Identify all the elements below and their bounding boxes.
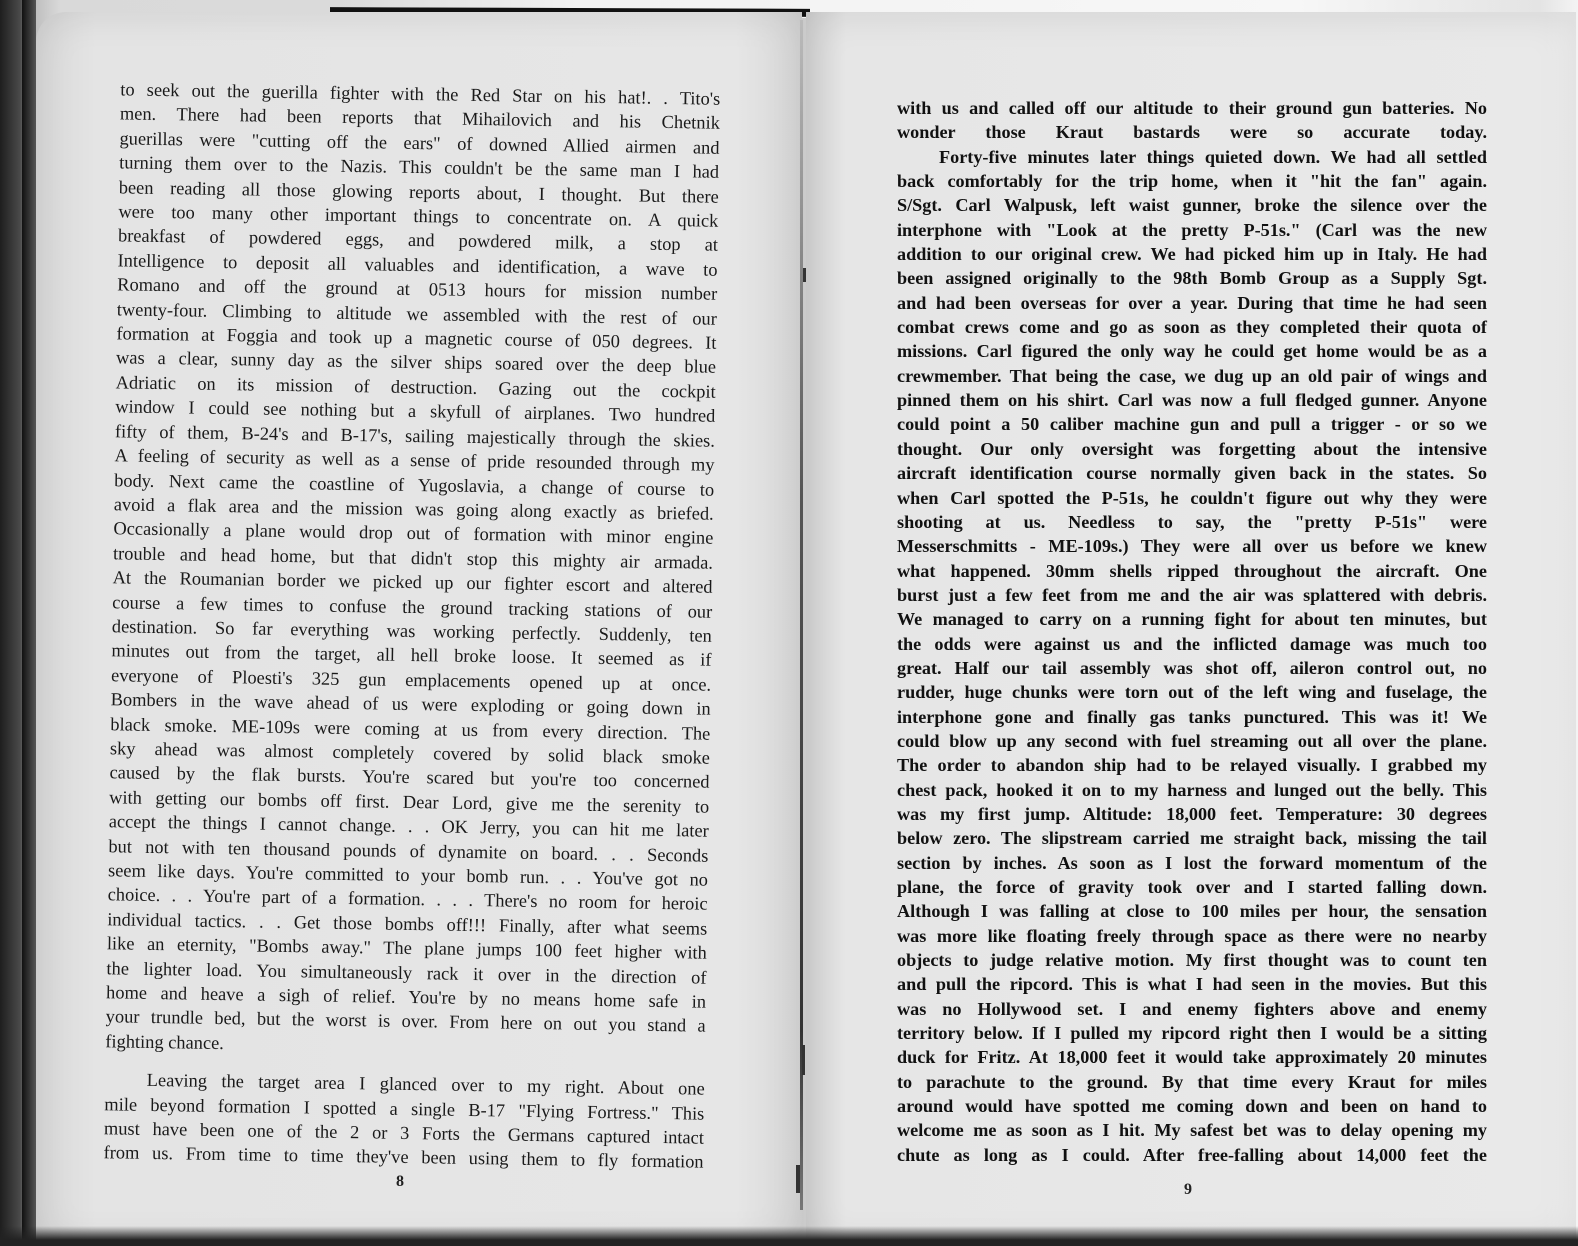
text-line: avoid a flak area and the mission was going along exactly as briefed. <box>113 494 714 524</box>
text-line: minutes out from the target, all hell broke loose. It seemed as if <box>111 640 712 671</box>
text-line: around would have spotted me coming down and been on hand to <box>897 1096 1487 1117</box>
text-line: were too many other important things to concentrate on. A quick <box>118 201 719 231</box>
text-line: turning them over to the Nazis. This couldn't be the same man I had <box>119 152 720 182</box>
text-line: black smoke. ME-109s were coming at us from every direction. The <box>110 713 711 744</box>
text-line: to seek out the guerilla fighter with the Red Star on his hat!. . Tito's <box>120 79 721 109</box>
text-line: interphone with "Look at the pretty P-51s." (Carl was the new <box>897 219 1487 240</box>
text-line: the odds were against us and the inflicted damage was much too <box>897 633 1487 654</box>
text-line: from us. From time to time they've been using them to fly formation <box>103 1142 704 1173</box>
text-line: guerillas were "cutting off the ears" of downed Allied airmen and <box>119 128 720 158</box>
text-line: was a clear, sunny day as the silver ships soared over the deep blue <box>115 347 717 378</box>
text-line: back comfortably for the trip home, when it "hit the fan" again. <box>897 171 1487 192</box>
text-line: breakfast of powdered eggs, and powdered milk, a stop at <box>117 225 719 256</box>
text-line: S/Sgt. Carl Walpusk, left waist gunner, broke the silence over the <box>897 195 1487 216</box>
text-line: Romano and off the ground at 0513 hours for mission number <box>117 274 718 305</box>
page-number-left: 8 <box>396 1173 404 1190</box>
text-line: was no Hollywood set. I and enemy fighters above and enemy <box>897 998 1487 1019</box>
left-paragraph-1 <box>105 77 720 1063</box>
text-line: with getting our bombs off first. Dear Lord, give me the serenity to <box>109 787 710 817</box>
text-line: Intelligence to deposit all valuables and identification, a wave to <box>117 250 718 280</box>
text-line: Although I was falling at close to 100 miles per hour, the sensation <box>897 901 1487 922</box>
text-line: course a few times to confuse the ground tracking stations of our <box>112 591 713 622</box>
book-spine <box>800 20 803 1210</box>
text-line: crewmember. That being the case, we dug up an old pair of wings and <box>897 365 1487 386</box>
text-line: welcome me as soon as I hit. My safest bet was to delay opening my <box>897 1120 1487 1141</box>
text-line: We managed to carry on a running fight for about ten minutes, but <box>897 609 1487 630</box>
text-line: trouble and head home, but that didn't stop this mighty air armada. <box>112 543 714 573</box>
text-line: A feeling of security as well as a sense of pride resounded through my <box>114 445 715 475</box>
text-line: the lighter load. You simultaneously rack it over in the direction of <box>106 957 707 988</box>
text-line: section by inches. As soon as I lost the forward momentum of the <box>897 852 1487 873</box>
text-line: fifty of them, B-24's and B-17's, sailing majestically through the skies. <box>114 420 716 451</box>
text-line: and had been overseas for over a year. During that time he had seen <box>897 292 1487 313</box>
text-line: plane, the force of gravity took over and I started falling down. <box>897 877 1487 897</box>
text-line: and pull the ripcord. This is what I had seen in the movies. But this <box>897 974 1487 995</box>
text-line: could blow up any second with fuel streaming out all over the plane. <box>897 730 1487 751</box>
left-paragraph-2 <box>103 1067 704 1174</box>
binding-mark <box>803 268 806 282</box>
text-line: shooting at us. Needless to say, the "pretty P-51s" were <box>897 511 1487 532</box>
right-page-text <box>897 96 1487 1167</box>
text-line: was more like floating freely through space as there were no nearby <box>897 925 1487 946</box>
text-line: pinned them on his shirt. Carl was now a full fledged gunner. Anyone <box>897 390 1487 411</box>
binding-edge <box>22 0 36 1246</box>
text-line: been reading all those glowing reports about, I thought. But there <box>118 176 719 207</box>
text-line: Forty-five minutes later things quieted down. We had all settled <box>939 146 1487 167</box>
text-line: your trundle bed, but the worst is over. From here on out you stand a <box>105 1006 706 1037</box>
binding-mark <box>796 1165 800 1193</box>
text-line: men. There had been reports that Mihailovich and his Chetnik <box>119 103 721 134</box>
text-line: like an eternity, "Bombs away." The plane jumps 100 feet higher with <box>106 933 707 963</box>
text-line: twenty-four. Climbing to altitude we assembled with the rest of our <box>116 298 717 329</box>
text-line: choice. . . You're part of a formation. . . . There's no room for heroic <box>107 884 708 915</box>
right-paragraph-1 <box>897 96 1487 145</box>
text-line: body. Next came the coastline of Yugoslavia, a change of course to <box>114 469 715 500</box>
text-line: great. Half our tail assembly was shot off, aileron control out, no <box>897 657 1487 678</box>
right-paragraph-2 <box>897 145 1487 1167</box>
text-line: been assigned originally to the 98th Bomb Group as a Supply Sgt. <box>897 268 1487 289</box>
binding-mark <box>802 1045 805 1075</box>
text-line: caused by the flak bursts. You're scared but you're too concerned <box>109 762 710 793</box>
text-line: thought. Our only oversight was forgetting about the intensive <box>897 438 1487 459</box>
text-line: was my first jump. Altitude: 18,000 feet. Temperature: 30 degrees <box>897 803 1487 824</box>
text-line: fighting chance. <box>105 1031 225 1053</box>
text-line: Messerschmitts - ME-109s.) They were all over us before we knew <box>897 536 1487 557</box>
text-line: but not with ten thousand pounds of dynamite on board. . . Seconds <box>108 835 709 866</box>
text-line: mile beyond formation I spotted a single B-17 "Flying Fortress." This <box>104 1093 705 1124</box>
text-line: aircraft identification course normally given back in the states. So <box>897 463 1487 484</box>
text-line: chest pack, hooked it on to my harness and lunged out the belly. This <box>897 779 1487 800</box>
text-line: everyone of Ploesti's 325 gun emplacements opened up at once. <box>110 665 712 695</box>
text-line: burst just a few feet from me and the air was splattered with debris. <box>897 584 1487 605</box>
text-line: combat crews come and go as soon as they completed their quota of <box>897 317 1487 338</box>
text-line: individual tactics. . . Get those bombs off!!! Finally, after what seems <box>107 909 708 939</box>
text-line: could point a 50 caliber machine gun and pull a trigger - or so we <box>897 414 1487 435</box>
text-line: when Carl spotted the P-51s, he couldn't figure out why they were <box>897 487 1487 508</box>
text-line: The order to abandon ship had to be relayed visually. I grabbed my <box>897 755 1487 776</box>
text-line: with us and called off our altitude to their ground gun batteries. No <box>897 98 1487 118</box>
text-line: At the Roumanian border we picked up our fighter escort and altered <box>112 567 713 597</box>
text-line: Bombers in the wave ahead of us were exploding or going down in <box>110 689 711 719</box>
text-line: Leaving the target area I glanced over to my right. About one <box>146 1070 705 1099</box>
text-line: accept the things I cannot change. . . OK Jerry, you can hit me later <box>108 811 709 841</box>
text-line: missions. Carl figured the only way he could get home would be as a <box>897 341 1487 362</box>
text-line: window I could see nothing but a skyfull of airplanes. Two hundred <box>115 396 716 427</box>
text-line: below zero. The slipstream carried me straight back, missing the tail <box>897 828 1487 849</box>
text-line: Occasionally a plane would drop out of formation with minor engine <box>113 518 714 549</box>
text-line: sky ahead was almost completely covered by solid black smoke <box>109 738 711 768</box>
text-line: chute as long as I could. After free-falling about 14,000 feet the <box>897 1144 1487 1165</box>
text-line: to parachute to the ground. By that time every Kraut for miles <box>897 1071 1487 1092</box>
text-line: home and heave a sigh of relief. You're by no means home safe in <box>105 982 707 1012</box>
text-line: wonder those Kraut bastards were so accurate today. <box>897 122 1487 143</box>
bottom-edge <box>0 1226 1578 1246</box>
text-line: addition to our original crew. We had picked him up in Italy. He had <box>897 244 1487 265</box>
text-line: rudder, huge chunks were torn out of the left wing and fuselage, the <box>897 682 1487 703</box>
text-line: formation at Foggia and took up a magnetic course of 050 degrees. It <box>116 323 717 353</box>
text-line: Adriatic on its mission of destruction. Gazing out the cockpit <box>115 372 716 402</box>
text-line: interphone gone and finally gas tanks punctured. This was it! We <box>897 706 1487 727</box>
page-number-right: 9 <box>1184 1181 1192 1198</box>
text-line: duck for Fritz. At 18,000 feet it would take approximately 20 minutes <box>897 1047 1487 1068</box>
text-line: what happened. 30mm shells ripped throughout the aircraft. One <box>897 560 1487 581</box>
text-line: objects to judge relative motion. My first thought was to count ten <box>897 950 1487 971</box>
text-line: seem like days. You're committed to your bomb run. . . You've got no <box>107 860 709 890</box>
text-line: territory below. If I pulled my ripcord right then I would be a sitting <box>897 1023 1487 1044</box>
text-line: destination. So far everything was working perfectly. Suddenly, ten <box>111 616 712 646</box>
text-line: must have been one of the 2 or 3 Forts the Germans captured intact <box>103 1118 705 1148</box>
left-page-text <box>103 77 720 1174</box>
